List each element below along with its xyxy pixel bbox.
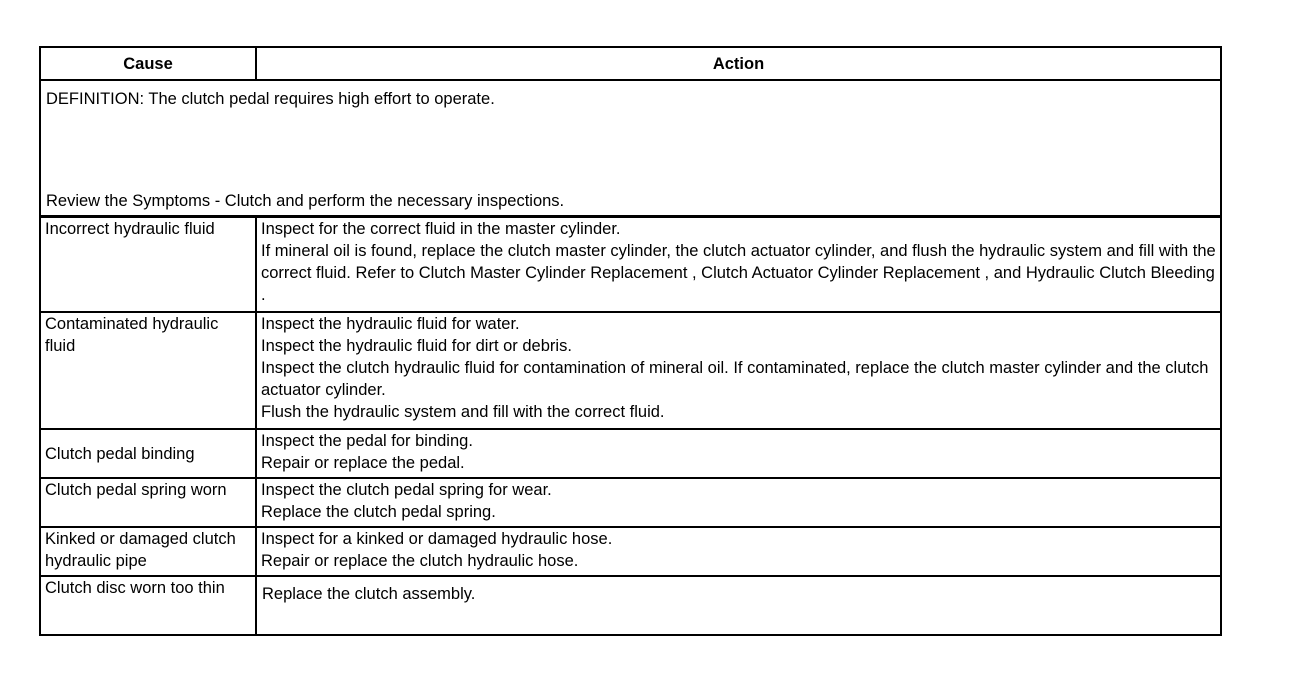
definition-text: DEFINITION: The clutch pedal requires high effort to operate. <box>46 90 495 108</box>
table-row <box>40 527 1221 576</box>
action-line: Inspect for a kinked or damaged hydraulic hose. <box>261 530 613 548</box>
cause-cell: Incorrect hydraulic fluid <box>40 217 256 313</box>
action-line: Inspect the clutch hydraulic fluid for contamination of mineral oil. If contaminated, replace the clutch master cylinder and the clutch actuator cylinder. <box>261 359 1209 399</box>
definition-cell <box>40 80 1221 217</box>
action-line: Inspect the pedal for binding. <box>261 432 473 450</box>
action-line: Inspect the hydraulic fluid for dirt or debris. <box>261 337 572 355</box>
cause-cell: Kinked or damaged clutch hydraulic pipe <box>40 527 256 576</box>
action-line: Repair or replace the pedal. <box>261 454 465 472</box>
action-line: Inspect the hydraulic fluid for water. <box>261 315 520 333</box>
action-line: Flush the hydraulic system and fill with the correct fluid. <box>261 403 665 421</box>
action-line: Inspect for the correct fluid in the master cylinder. <box>261 220 621 238</box>
action-line: Repair or replace the clutch hydraulic hose. <box>261 552 579 570</box>
table-row <box>40 576 1221 635</box>
table-row <box>40 478 1221 527</box>
action-cell <box>256 478 1221 527</box>
cause-cell: Clutch pedal binding <box>40 429 256 478</box>
action-line: If mineral oil is found, replace the clutch master cylinder, the clutch actuator cylinder, and flush the hydraulic system and fill with the correct fluid. Refer to Clutch Master Cylinder Replacement , Clutch Actuator Cylinder Replacement , and Hydraulic Clutch Bleeding . <box>261 242 1216 304</box>
action-cell <box>256 217 1221 313</box>
table-row <box>40 312 1221 429</box>
cause-cell: Clutch disc worn too thin <box>40 576 256 635</box>
action-cell <box>256 429 1221 478</box>
action-line: Inspect the clutch pedal spring for wear. <box>261 481 552 499</box>
header-cause: Cause <box>40 47 256 80</box>
table-row <box>40 429 1221 478</box>
definition-row <box>40 80 1221 217</box>
header-action: Action <box>256 47 1221 80</box>
cause-cell: Clutch pedal spring worn <box>40 478 256 527</box>
header-row <box>40 47 1221 80</box>
action-line: Replace the clutch pedal spring. <box>261 503 496 521</box>
action-line: Replace the clutch assembly. <box>262 585 476 603</box>
action-cell <box>256 527 1221 576</box>
table-row <box>40 217 1221 313</box>
action-cell <box>256 312 1221 429</box>
diagnostic-table <box>39 46 1222 636</box>
action-cell <box>256 576 1221 635</box>
review-text: Review the Symptoms - Clutch and perform the necessary inspections. <box>46 192 565 210</box>
cause-cell: Contaminated hydraulic fluid <box>40 312 256 429</box>
